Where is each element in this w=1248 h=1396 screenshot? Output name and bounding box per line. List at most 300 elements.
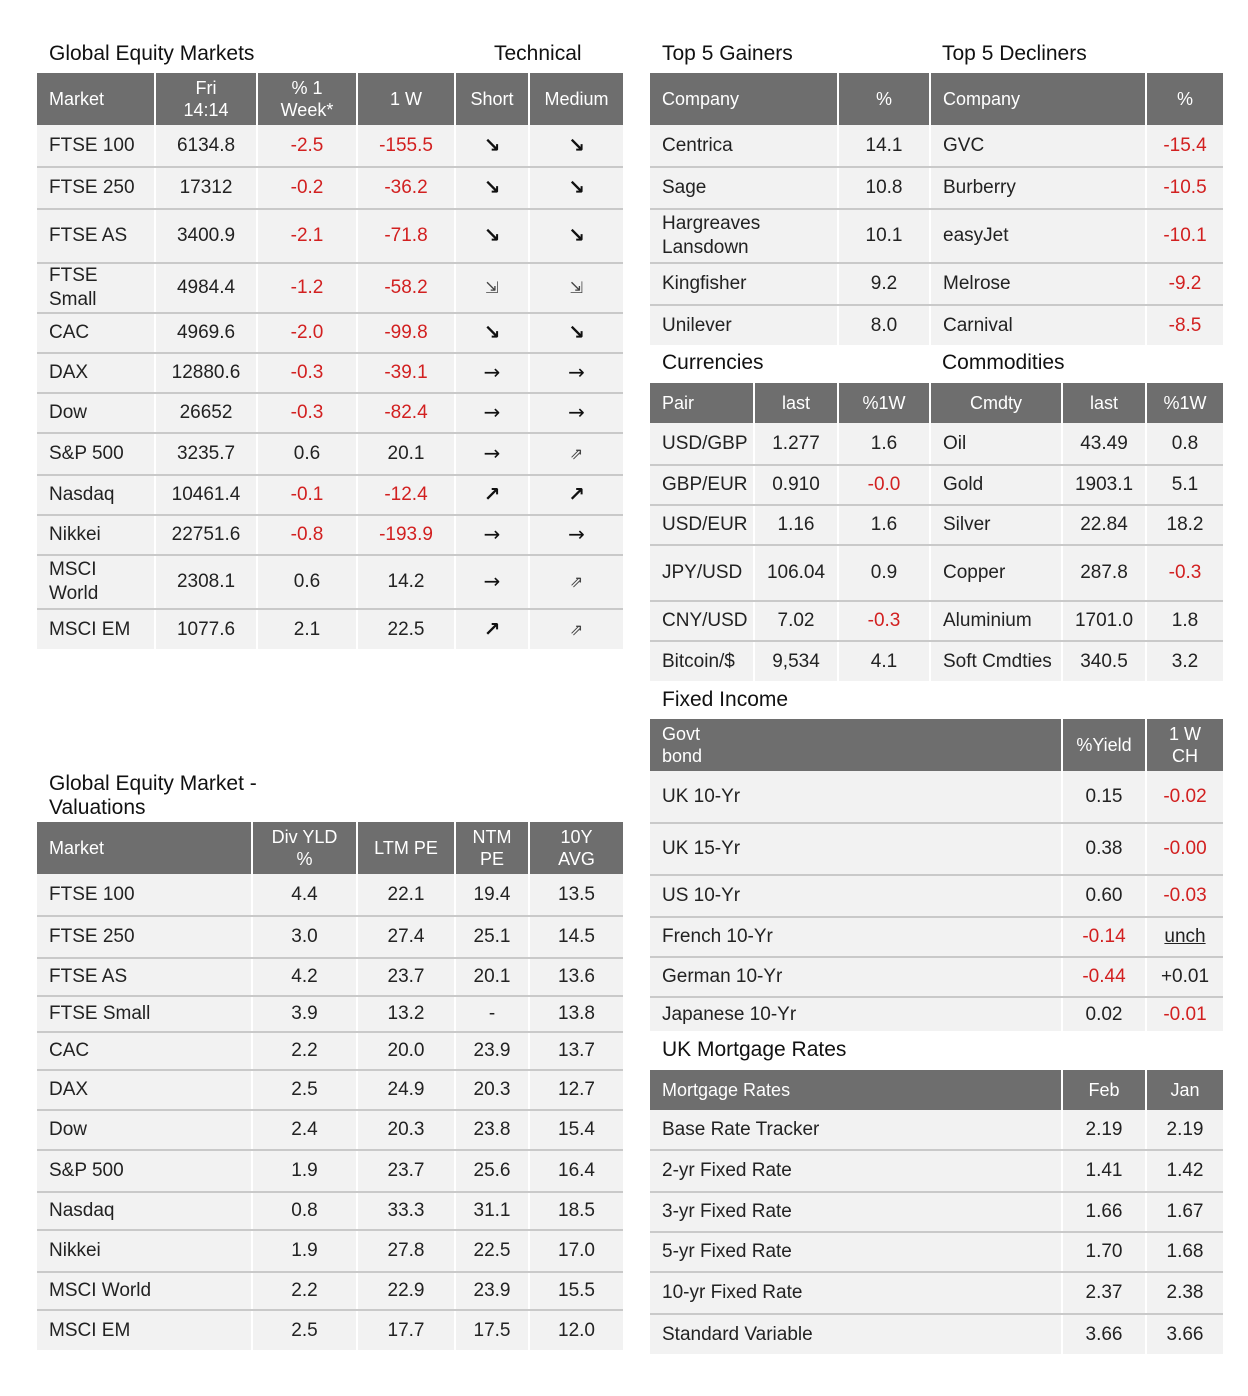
table-row — [650, 1110, 1223, 1150]
bond-1w-ch: -0.00 — [1146, 823, 1223, 875]
market-one-week: 20.1 — [357, 433, 455, 475]
val-ntm-pe: 20.1 — [455, 958, 529, 996]
fx-last: 9,534 — [754, 641, 838, 681]
mortgage-name: Base Rate Tracker — [650, 1110, 1062, 1150]
market-name: S&P 500 — [37, 433, 155, 475]
cmdty-last: 1903.1 — [1062, 465, 1146, 505]
mortgage-jan: 1.42 — [1146, 1150, 1223, 1192]
technical-medium — [529, 167, 623, 209]
market-one-week: -82.4 — [357, 393, 455, 433]
cmdty-name: Aluminium — [930, 601, 1062, 641]
bond-yield: -0.14 — [1062, 917, 1146, 957]
table-row — [37, 515, 623, 555]
gainer-pct: 10.1 — [838, 209, 930, 263]
val-10y-avg: 15.5 — [529, 1272, 623, 1310]
mortgage-table — [650, 1070, 1223, 1354]
right-arrow-icon: → — [568, 522, 585, 546]
mortgage-feb: 2.19 — [1062, 1110, 1146, 1150]
val-ntm-pe: 17.5 — [455, 1310, 529, 1350]
table-row — [37, 958, 623, 996]
right-arrow-icon: → — [568, 400, 585, 424]
col-medium: Medium — [529, 73, 623, 125]
table-row — [37, 996, 623, 1032]
market-price: 1077.6 — [155, 609, 257, 649]
table-row — [650, 209, 1223, 263]
table-row — [37, 555, 623, 609]
hollow-down-right-arrow-icon: ⇲ — [569, 278, 584, 297]
fx-pct: -0.3 — [838, 601, 930, 641]
technical-short — [455, 313, 529, 353]
col-decliner-company: Company — [930, 73, 1146, 125]
table-row — [37, 353, 623, 393]
market-one-week: -193.9 — [357, 515, 455, 555]
technical-medium — [529, 313, 623, 353]
val-ntm-pe: 25.6 — [455, 1150, 529, 1192]
market-price: 22751.6 — [155, 515, 257, 555]
table-row — [650, 957, 1223, 997]
decliner-pct: -10.1 — [1146, 209, 1223, 263]
val-ntm-pe: - — [455, 996, 529, 1032]
val-market-name: FTSE Small — [37, 996, 252, 1032]
gainer-company: Hargreaves Lansdown — [650, 209, 838, 263]
technical-medium — [529, 609, 623, 649]
market-price: 17312 — [155, 167, 257, 209]
market-name: FTSE 250 — [37, 167, 155, 209]
technical-medium — [529, 209, 623, 263]
down-right-arrow-icon: ↘ — [483, 132, 501, 157]
table-row — [37, 313, 623, 353]
val-10y-avg: 18.5 — [529, 1192, 623, 1230]
technical-short — [455, 263, 529, 313]
decliner-company: Carnival — [930, 305, 1146, 345]
val-10y-avg: 12.7 — [529, 1070, 623, 1110]
fx-pair: Bitcoin/$ — [650, 641, 754, 681]
col-yield: %Yield — [1062, 719, 1146, 771]
col-cmdty-last: last — [1062, 383, 1146, 423]
valuations-table — [37, 822, 623, 1350]
table-row — [37, 609, 623, 649]
technical-medium — [529, 393, 623, 433]
bond-1w-ch: unch — [1146, 917, 1223, 957]
table-row — [37, 1192, 623, 1230]
market-price: 6134.8 — [155, 125, 257, 167]
val-market-name: MSCI EM — [37, 1310, 252, 1350]
table-row — [650, 917, 1223, 957]
val-ltm-pe: 20.3 — [357, 1110, 455, 1150]
right-arrow-icon: → — [483, 569, 501, 593]
gainer-company: Unilever — [650, 305, 838, 345]
up-right-arrow-icon: ↗ — [483, 616, 501, 641]
table-row — [650, 125, 1223, 167]
col-jan: Jan — [1146, 1070, 1223, 1110]
cmdty-name: Soft Cmdties — [930, 641, 1062, 681]
val-market-name: FTSE AS — [37, 958, 252, 996]
table-row — [37, 167, 623, 209]
col-price: Fri 14:14 — [155, 73, 257, 125]
val-10y-avg: 13.7 — [529, 1032, 623, 1070]
val-div-yld: 4.4 — [252, 874, 357, 916]
table-row — [650, 305, 1223, 345]
fx-pct: 1.6 — [838, 423, 930, 465]
gainer-pct: 10.8 — [838, 167, 930, 209]
technical-short — [455, 353, 529, 393]
bond-yield: 0.15 — [1062, 771, 1146, 823]
gainer-company: Kingfisher — [650, 263, 838, 305]
val-div-yld: 3.0 — [252, 916, 357, 958]
table-row — [650, 1272, 1223, 1314]
table-row — [650, 505, 1223, 545]
table-row — [650, 771, 1223, 823]
val-10y-avg: 13.6 — [529, 958, 623, 996]
cmdty-last: 1701.0 — [1062, 601, 1146, 641]
fx-last: 1.16 — [754, 505, 838, 545]
mortgage-name: 2-yr Fixed Rate — [650, 1150, 1062, 1192]
val-10y-avg: 12.0 — [529, 1310, 623, 1350]
fx-pct: 0.9 — [838, 545, 930, 601]
col-fx-pct: %1W — [838, 383, 930, 423]
val-market-name: Nasdaq — [37, 1192, 252, 1230]
market-name: FTSE AS — [37, 209, 155, 263]
down-right-arrow-icon: ↘ — [483, 223, 501, 247]
market-one-week: 14.2 — [357, 555, 455, 609]
fx-last: 1.277 — [754, 423, 838, 465]
cmdty-last: 43.49 — [1062, 423, 1146, 465]
mortgage-name: 10-yr Fixed Rate — [650, 1272, 1062, 1314]
decliners-title: Top 5 Decliners — [942, 42, 1087, 65]
market-one-week: -155.5 — [357, 125, 455, 167]
market-price: 2308.1 — [155, 555, 257, 609]
val-div-yld: 2.2 — [252, 1272, 357, 1310]
hollow-down-right-arrow-icon: ⇲ — [485, 278, 499, 297]
technical-medium — [529, 353, 623, 393]
market-name: Nikkei — [37, 515, 155, 555]
technical-medium — [529, 515, 623, 555]
movers-table — [650, 73, 1223, 345]
down-right-arrow-icon: ↘ — [568, 132, 585, 157]
col-mortgage-rates: Mortgage Rates — [650, 1070, 1062, 1110]
val-div-yld: 3.9 — [252, 996, 357, 1032]
decliner-pct: -8.5 — [1146, 305, 1223, 345]
mortgage-feb: 1.70 — [1062, 1232, 1146, 1272]
table-row — [37, 916, 623, 958]
table-row — [650, 1150, 1223, 1192]
down-right-arrow-icon: ↘ — [483, 320, 501, 344]
val-market-name: Dow — [37, 1110, 252, 1150]
bond-1w-ch: -0.01 — [1146, 997, 1223, 1031]
val-10y-avg: 16.4 — [529, 1150, 623, 1192]
val-ltm-pe: 24.9 — [357, 1070, 455, 1110]
table-row — [37, 125, 623, 167]
technical-short — [455, 433, 529, 475]
val-div-yld: 2.5 — [252, 1310, 357, 1350]
market-name: MSCI EM — [37, 609, 155, 649]
fx-pair: GBP/EUR — [650, 465, 754, 505]
gainer-pct: 9.2 — [838, 263, 930, 305]
decliner-company: Melrose — [930, 263, 1146, 305]
cmdty-name: Gold — [930, 465, 1062, 505]
cmdty-pct: 18.2 — [1146, 505, 1223, 545]
table-row — [37, 1310, 623, 1350]
bond-1w-ch: -0.02 — [1146, 771, 1223, 823]
market-price: 26652 — [155, 393, 257, 433]
mortgage-title: UK Mortgage Rates — [662, 1038, 847, 1061]
val-market-name: Nikkei — [37, 1230, 252, 1272]
market-one-week: -71.8 — [357, 209, 455, 263]
val-ntm-pe: 23.9 — [455, 1032, 529, 1070]
market-name: Nasdaq — [37, 475, 155, 515]
col-govt-bond: Govt bond — [650, 719, 1062, 771]
val-div-yld: 0.8 — [252, 1192, 357, 1230]
currencies-title: Currencies — [662, 351, 764, 374]
market-week-pct: 2.1 — [257, 609, 357, 649]
col-val-market: Market — [37, 822, 252, 874]
commodities-title: Commodities — [942, 351, 1065, 374]
table-row — [37, 874, 623, 916]
technical-short — [455, 209, 529, 263]
table-row — [37, 1110, 623, 1150]
gainers-title: Top 5 Gainers — [662, 42, 793, 65]
market-week-pct: 0.6 — [257, 555, 357, 609]
down-right-arrow-icon: ↘ — [483, 175, 501, 199]
market-one-week: 22.5 — [357, 609, 455, 649]
market-price: 3235.7 — [155, 433, 257, 475]
table-row — [650, 465, 1223, 505]
val-market-name: FTSE 100 — [37, 874, 252, 916]
table-row — [650, 167, 1223, 209]
market-name: MSCI World — [37, 555, 155, 609]
col-market: Market — [37, 73, 155, 125]
col-week-pct: % 1 Week* — [257, 73, 357, 125]
table-row — [37, 1230, 623, 1272]
bond-yield: 0.60 — [1062, 875, 1146, 917]
col-feb: Feb — [1062, 1070, 1146, 1110]
right-arrow-icon: → — [568, 360, 585, 384]
fx-pct: -0.0 — [838, 465, 930, 505]
table-row — [37, 1150, 623, 1192]
right-arrow-icon: → — [483, 441, 501, 465]
technical-medium — [529, 433, 623, 475]
mortgage-name: 5-yr Fixed Rate — [650, 1232, 1062, 1272]
val-market-name: DAX — [37, 1070, 252, 1110]
decliner-pct: -10.5 — [1146, 167, 1223, 209]
fx-pair: JPY/USD — [650, 545, 754, 601]
mortgage-feb: 1.66 — [1062, 1192, 1146, 1232]
table-row — [37, 1032, 623, 1070]
decliner-company: GVC — [930, 125, 1146, 167]
decliner-pct: -15.4 — [1146, 125, 1223, 167]
right-arrow-icon: → — [483, 522, 501, 546]
val-ltm-pe: 20.0 — [357, 1032, 455, 1070]
fixed-income-table — [650, 719, 1223, 1031]
bond-yield: 0.02 — [1062, 997, 1146, 1031]
col-short: Short — [455, 73, 529, 125]
market-name: FTSE 100 — [37, 125, 155, 167]
table-row — [650, 875, 1223, 917]
col-gainer-company: Company — [650, 73, 838, 125]
table-row — [37, 209, 623, 263]
technical-medium — [529, 263, 623, 313]
col-1w-ch: 1 W CH — [1146, 719, 1223, 771]
market-price: 4984.4 — [155, 263, 257, 313]
fx-pct: 1.6 — [838, 505, 930, 545]
fx-pair: USD/GBP — [650, 423, 754, 465]
val-div-yld: 4.2 — [252, 958, 357, 996]
down-right-arrow-icon: ↘ — [568, 223, 585, 247]
col-gainer-pct: % — [838, 73, 930, 125]
market-name: CAC — [37, 313, 155, 353]
val-ltm-pe: 27.8 — [357, 1230, 455, 1272]
gainer-pct: 8.0 — [838, 305, 930, 345]
fx-pair: USD/EUR — [650, 505, 754, 545]
market-price: 3400.9 — [155, 209, 257, 263]
technical-medium — [529, 475, 623, 515]
technical-short — [455, 475, 529, 515]
hollow-up-right-arrow-icon: ⇗ — [569, 572, 584, 591]
val-ltm-pe: 23.7 — [357, 1150, 455, 1192]
val-market-name: CAC — [37, 1032, 252, 1070]
table-row — [37, 393, 623, 433]
technical-medium — [529, 125, 623, 167]
table-row — [650, 997, 1223, 1031]
val-ltm-pe: 23.7 — [357, 958, 455, 996]
market-one-week: -58.2 — [357, 263, 455, 313]
val-ntm-pe: 25.1 — [455, 916, 529, 958]
val-div-yld: 1.9 — [252, 1230, 357, 1272]
col-decliner-pct: % — [1146, 73, 1223, 125]
market-price: 12880.6 — [155, 353, 257, 393]
cmdty-pct: -0.3 — [1146, 545, 1223, 601]
col-div-yld: Div YLD % — [252, 822, 357, 874]
fx-commodities-table — [650, 383, 1223, 681]
val-ltm-pe: 17.7 — [357, 1310, 455, 1350]
mortgage-feb: 2.37 — [1062, 1272, 1146, 1314]
table-row — [37, 433, 623, 475]
bond-1w-ch: +0.01 — [1146, 957, 1223, 997]
mortgage-feb: 3.66 — [1062, 1314, 1146, 1354]
val-div-yld: 2.4 — [252, 1110, 357, 1150]
down-right-arrow-icon: ↘ — [568, 175, 585, 199]
val-10y-avg: 17.0 — [529, 1230, 623, 1272]
market-name: DAX — [37, 353, 155, 393]
val-ltm-pe: 33.3 — [357, 1192, 455, 1230]
market-week-pct: -0.3 — [257, 353, 357, 393]
market-week-pct: -0.8 — [257, 515, 357, 555]
col-cmdty-pct: %1W — [1146, 383, 1223, 423]
table-row — [650, 263, 1223, 305]
market-name: FTSE Small — [37, 263, 155, 313]
right-arrow-icon: → — [483, 400, 501, 424]
val-ltm-pe: 27.4 — [357, 916, 455, 958]
col-ltm-pe: LTM PE — [357, 822, 455, 874]
val-ltm-pe: 22.1 — [357, 874, 455, 916]
market-name: Dow — [37, 393, 155, 433]
fx-pair: CNY/USD — [650, 601, 754, 641]
market-one-week: -36.2 — [357, 167, 455, 209]
col-pair: Pair — [650, 383, 754, 423]
val-market-name: FTSE 250 — [37, 916, 252, 958]
table-row — [37, 263, 623, 313]
cmdty-pct: 3.2 — [1146, 641, 1223, 681]
bond-yield: -0.44 — [1062, 957, 1146, 997]
bond-yield: 0.38 — [1062, 823, 1146, 875]
table-row — [650, 823, 1223, 875]
val-ntm-pe: 23.8 — [455, 1110, 529, 1150]
bond-name: UK 15-Yr — [650, 823, 1062, 875]
val-ltm-pe: 22.9 — [357, 1272, 455, 1310]
market-week-pct: 0.6 — [257, 433, 357, 475]
col-10y-avg: 10Y AVG — [529, 822, 623, 874]
market-week-pct: -2.0 — [257, 313, 357, 353]
cmdty-pct: 5.1 — [1146, 465, 1223, 505]
market-week-pct: -0.3 — [257, 393, 357, 433]
table-row — [650, 1314, 1223, 1354]
val-ltm-pe: 13.2 — [357, 996, 455, 1032]
technical-short — [455, 167, 529, 209]
mortgage-jan: 2.19 — [1146, 1110, 1223, 1150]
technical-label: Technical — [494, 42, 582, 65]
technical-short — [455, 555, 529, 609]
mortgage-jan: 1.67 — [1146, 1192, 1223, 1232]
up-right-arrow-icon: ↗ — [568, 482, 585, 506]
market-price: 4969.6 — [155, 313, 257, 353]
equity-table — [37, 73, 623, 649]
table-row — [37, 1070, 623, 1110]
val-market-name: MSCI World — [37, 1272, 252, 1310]
technical-medium — [529, 555, 623, 609]
val-div-yld: 2.5 — [252, 1070, 357, 1110]
market-week-pct: -2.1 — [257, 209, 357, 263]
col-fx-last: last — [754, 383, 838, 423]
val-10y-avg: 13.5 — [529, 874, 623, 916]
cmdty-name: Oil — [930, 423, 1062, 465]
cmdty-last: 22.84 — [1062, 505, 1146, 545]
val-ntm-pe: 23.9 — [455, 1272, 529, 1310]
down-right-arrow-icon: ↘ — [568, 320, 585, 344]
table-row — [650, 1232, 1223, 1272]
val-10y-avg: 15.4 — [529, 1110, 623, 1150]
mortgage-feb: 1.41 — [1062, 1150, 1146, 1192]
bond-name: US 10-Yr — [650, 875, 1062, 917]
val-ntm-pe: 20.3 — [455, 1070, 529, 1110]
val-ntm-pe: 19.4 — [455, 874, 529, 916]
market-week-pct: -0.1 — [257, 475, 357, 515]
market-week-pct: -0.2 — [257, 167, 357, 209]
technical-short — [455, 393, 529, 433]
gainer-company: Sage — [650, 167, 838, 209]
up-right-arrow-icon: ↗ — [483, 482, 501, 506]
val-ntm-pe: 22.5 — [455, 1230, 529, 1272]
table-row — [37, 1272, 623, 1310]
table-row — [650, 423, 1223, 465]
table-row — [650, 1192, 1223, 1232]
technical-short — [455, 515, 529, 555]
cmdty-last: 287.8 — [1062, 545, 1146, 601]
valuations-title: Global Equity Market - Valuations — [49, 772, 257, 819]
cmdty-last: 340.5 — [1062, 641, 1146, 681]
mortgage-jan: 2.38 — [1146, 1272, 1223, 1314]
bond-1w-ch: -0.03 — [1146, 875, 1223, 917]
hollow-up-right-arrow-icon: ⇗ — [569, 619, 584, 639]
mortgage-name: Standard Variable — [650, 1314, 1062, 1354]
mortgage-jan: 3.66 — [1146, 1314, 1223, 1354]
gainer-company: Centrica — [650, 125, 838, 167]
cmdty-name: Silver — [930, 505, 1062, 545]
technical-short — [455, 125, 529, 167]
bond-name: French 10-Yr — [650, 917, 1062, 957]
val-market-name: S&P 500 — [37, 1150, 252, 1192]
market-price: 10461.4 — [155, 475, 257, 515]
cmdty-pct: 0.8 — [1146, 423, 1223, 465]
